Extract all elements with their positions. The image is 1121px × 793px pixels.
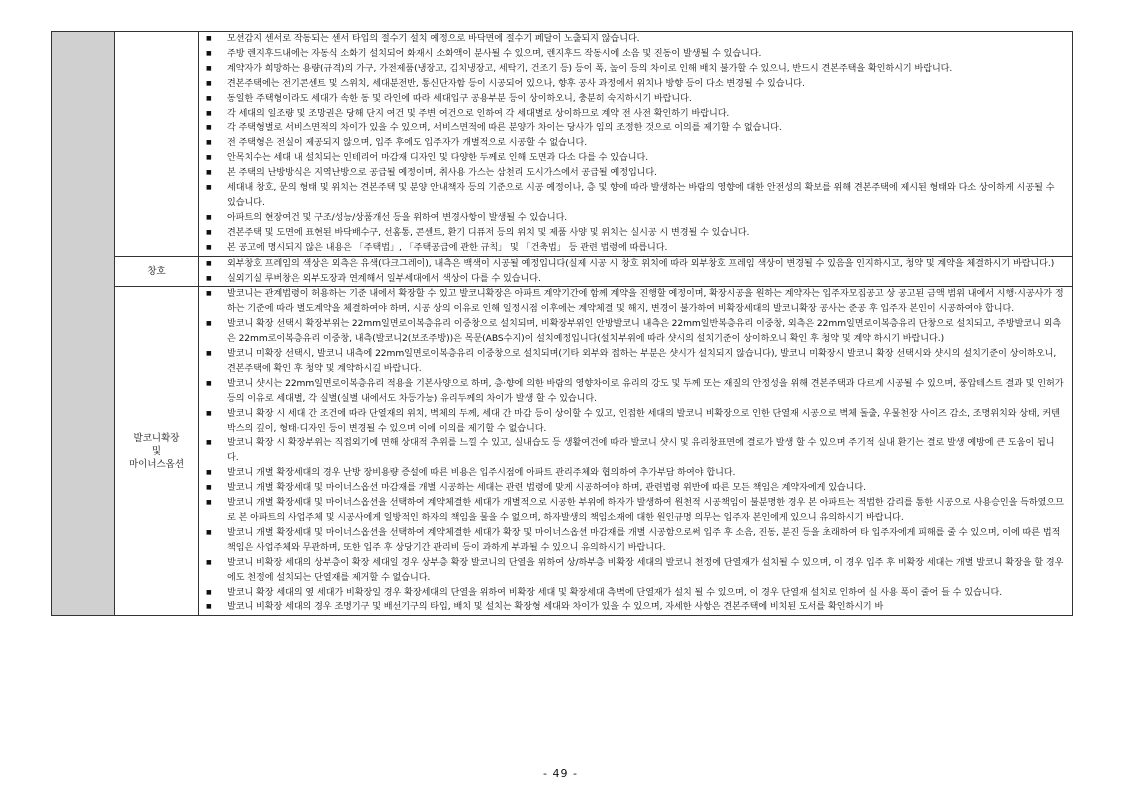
list-item: ■ 안목치수는 세대 내 설치되는 인테리어 마감재 디자인 및 다양한 두께로 인해 도면과 다소 다를 수 있습니다.	[205, 151, 1066, 166]
notes-cell	[199, 287, 1073, 616]
list-item: ■ 각 세대의 일조량 및 조망권은 당해 단지 여건 및 주변 여건으로 인하여 각 세대별로 상이하므로 계약 전 사전 확인하기 바랍니다.	[205, 107, 1066, 122]
list-item: ■ 발코니 확장 시 확장부위는 직접외기에 면해 상대적 추위를 느낄 수 있고, 실내습도 등 생활여건에 따라 발코니 샷시 및 유리창표면에 결로가 발생 할 수 있으며 주기적 실내 환기는 결로 발생 예방에 큰 도움이 됩니다.	[205, 436, 1066, 466]
table-row	[52, 32, 1073, 257]
list-item: ■ 전 주택형은 전실이 제공되지 않으며, 입주 후에도 입주자가 개별적으로 시공할 수 없습니다.	[205, 136, 1066, 151]
list-item: ■ 계약자가 희망하는 용량(규격)의 가구, 가전제품(냉장고, 김치냉장고, 세탁기, 건조기 등) 등이 폭, 높이 등의 차이로 인해 배치 불가할 수 있으니, 반드시 견본주택을 확인하시기 바랍니다.	[205, 62, 1066, 77]
page-number: - 49 -	[543, 767, 578, 780]
row-label-line: 및	[151, 445, 162, 457]
list-item: ■ 발코니 개별 확장세대 및 마이너스옵션 마감재를 개별 시공하는 세대는 관련 법령에 맞게 시공하여야 하며, 관련법령 위반에 따른 모든 책임은 계약자에게 있습니다.	[205, 481, 1066, 496]
notes-list	[205, 257, 1066, 287]
list-item: ■ 발코니 개별 확장세대 및 마이너스옵션을 선택하여 계약체결한 세대가 확장 및 마이너스옵션 마감재를 개별 시공함으로써 입주 후 소음, 진동, 분진 등을 초래하여 타 입주자에게 피해를 줄 수 있으며, 이에 따른 법적 책임은 사업주체와 무관하며, 또한 입주 후 상당기간 관리비 등이 과하게 부과될 수 있으니 유의하시기 바랍니다.	[205, 526, 1066, 556]
list-item: ■ 세대내 창호, 문의 형태 및 위치는 견본주택 및 분양 안내책자 등의 기준으로 시공 예정이나, 층 및 향에 따라 발생하는 바람의 영향에 대한 안전성의 확보를 위해 견본주택에 제시된 형태와 다소 상이하게 시공될 수 있습니다.	[205, 181, 1066, 211]
list-item: ■ 각 주택형별로 서비스면적의 차이가 있을 수 있으며, 서비스면적에 따른 분양가 차이는 당사가 임의 조정한 것으로 이의를 제기할 수 없습니다.	[205, 121, 1066, 136]
row-label	[115, 32, 199, 257]
row-label-line: 마이너스옵션	[128, 458, 185, 470]
list-item: ■ 발코니 미확장 선택시, 발코니 내측에 22mm일면로이복층유리 이중창으로 설치되며(기타 외부와 접하는 부분은 샷시가 설치되지 않습니다), 발코니 미확장시 발코니 확장 선택시와 샷시의 설치기준이 상이하오니, 견본주택에 확인 후 청약 및 계약하시길 바랍니다.	[205, 347, 1066, 377]
row-label-window: 창호	[115, 256, 199, 287]
notes-cell	[199, 256, 1073, 287]
table-row	[52, 287, 1073, 616]
list-item: ■ 주방 렌지후드내에는 자동식 소화기 설치되어 화재시 소화액이 분사될 수 있으며, 렌지후드 작동시에 소음 및 진동이 발생될 수 있습니다.	[205, 47, 1066, 62]
list-item: ■ 견본주택 및 도면에 표현된 바닥배수구, 선홈통, 콘센트, 환기 디퓨저 등의 위치 및 제품 사양 및 위치는 실시공 시 변경될 수 있습니다.	[205, 226, 1066, 241]
notice-table	[51, 31, 1073, 616]
list-item: ■ 발코니는 관계법령이 허용하는 기준 내에서 확장할 수 있고 발코니확장은 아파트 계약기간에 함께 계약을 진행할 예정이며, 확장시공을 원하는 계약자는 입주자모집공고 상 공고된 금액 범위 내에서 시행·시공사가 정하는 기준에 따라 별도계약을 체결하여야 하며, 시공 상의 이유로 인해 일정시점 이후에는 계약체결 및 해지, 변경이 불가하여 비확장세대의 발코니확장 공사는 준공 후 입주자 본인이 시공하여야 합니다.	[205, 287, 1066, 317]
notes-cell	[199, 32, 1073, 257]
category-column	[52, 32, 115, 616]
list-item: ■ 발코니 개별 확장세대의 경우 난방 장비용량 증설에 따른 비용은 입주시점에 아파트 관리주체와 협의하여 추가부담 하여야 합니다.	[205, 466, 1066, 481]
list-item: ■ 발코니 확장 선택시 확장부위는 22mm일면로이복층유리 이중창으로 설치되며, 비확장부위인 안방발코니 내측은 22mm일반복층유리 이중창, 외측은 22mm일면로이복층유리 단창으로 설치되고, 주방발코니 외측은 22mm로이복층유리 이중창, 내측(발코니2(보조주방))은 목문(ABS수지)이 설치예정입니다(설치부위에 따라 샷시의 설치기준이 상이하오니 확인 후 청약 및 계약 하시기 바랍니다.)	[205, 317, 1066, 347]
list-item: ■ 아파트의 현장여건 및 구조/성능/상품개선 등을 위하여 변경사항이 발생될 수 있습니다.	[205, 211, 1066, 226]
list-item: ■ 본 공고에 명시되지 않은 내용은 「주택법」, 「주택공급에 관한 규칙」 및 「건축법」 등 관련 법령에 따릅니다.	[205, 241, 1066, 256]
list-item: ■ 모션감지 센서로 작동되는 센서 타입의 절수기 설치 예정으로 바닥면에 절수기 페달이 노출되지 않습니다.	[205, 32, 1066, 47]
list-item: ■ 발코니 확장 시 세대 간 조건에 따라 단열재의 위치, 벽체의 두께, 세대 간 마감 등이 상이할 수 있고, 인접한 세대의 발코니 비확장으로 인한 단열재 시공으로 벽체 돌출, 우물천장 사이즈 감소, 조명위치와 상태, 커텐박스의 깊이, 형태·디자인 등이 변경될 수 있으며 이에 이의를 제기할 수 없습니다.	[205, 407, 1066, 437]
notes-list	[205, 32, 1066, 256]
list-item: ■ 본 주택의 난방방식은 지역난방으로 공급될 예정이며, 취사용 가스는 삼천리 도시가스에서 공급될 예정입니다.	[205, 166, 1066, 181]
list-item: ■ 발코니 샷시는 22mm일면로이복층유리 적용을 기본사양으로 하며, 층·향에 의한 바람의 영향차이로 유리의 강도 및 두께 또는 재질의 안정성을 위해 견본주택과 다르게 시공될 수 있으며, 풍압테스트 결과 및 인허가 등의 이유로 세대별, 각 실별(실별 내에서도 차등가능) 유리두께의 차이가 발생 할 수 있습니다.	[205, 377, 1066, 407]
list-item: ■ 외부창호 프레임의 색상은 외측은 유색(다크그레이), 내측은 백색이 시공될 예정입니다(실제 시공 시 창호 위치에 따라 외부창호 프레임 색상이 변경될 수 있음을 인지하시고, 청약 및 계약을 체결하시기 바랍니다.)	[205, 257, 1066, 272]
table-row	[52, 256, 1073, 287]
list-item: ■ 실외기실 루버창은 외부도장과 연계해서 일부세대에서 색상이 다를 수 있습니다.	[205, 272, 1066, 287]
list-item: ■ 견본주택에는 전기콘센트 및 스위치, 세대분전반, 통신단자함 등이 시공되어 있으나, 향후 공사 과정에서 위치나 방향 등이 다소 변경될 수 있습니다.	[205, 77, 1066, 92]
row-label-balcony	[115, 287, 199, 616]
row-label-line: 발코니확장	[133, 432, 180, 444]
list-item: ■ 발코니 확장 세대의 옆 세대가 비확장일 경우 확장세대의 단열을 위하여 비확장 세대 및 확장세대 측벽에 단열재가 설치 될 수 있으며, 이 경우 단열재 설치로 인하여 실 사용 폭이 줄어 들 수 있습니다.	[205, 586, 1066, 601]
notes-list	[205, 287, 1066, 615]
list-item: ■ 발코니 비확장 세대의 경우 조명기구 및 배선기구의 타입, 배치 및 설치는 확장형 세대와 차이가 있을 수 있으며, 자세한 사항은 견본주택에 비치된 도서를 확인하시기 바	[205, 600, 1066, 615]
list-item: ■ 발코니 비확장 세대의 상부층이 확장 세대일 경우 상부층 확장 발코니의 단열을 위하여 상/하부층 비확장 세대의 발코니 천정에 단열재가 설치될 수 있으며, 이 경우 입주 후 비확장 세대는 개별 발코니 확장을 할 경우에도 천정에 설치되는 단열재를 제거할 수 없습니다.	[205, 556, 1066, 586]
list-item: ■ 발코니 개별 확장세대 및 마이너스옵션을 선택하여 계약체결한 세대가 개별적으로 시공한 부위에 하자가 발생하여 원천적 시공책임이 불분명한 경우 본 아파트는 적법한 감리를 통한 시공으로 사용승인을 득하였으므로 본 아파트의 사업주체 및 시공사에게 일방적인 하자의 책임을 물을 수 없으며, 하자발생의 책임소재에 대한 원인규명 의무는 입주자 본인에게 있으니 유의하시기 바랍니다.	[205, 496, 1066, 526]
list-item: ■ 동일한 주택형이라도 세대가 속한 동 및 라인에 따라 세대입구 공용부분 등이 상이하오니, 충분히 숙지하시기 바랍니다.	[205, 92, 1066, 107]
